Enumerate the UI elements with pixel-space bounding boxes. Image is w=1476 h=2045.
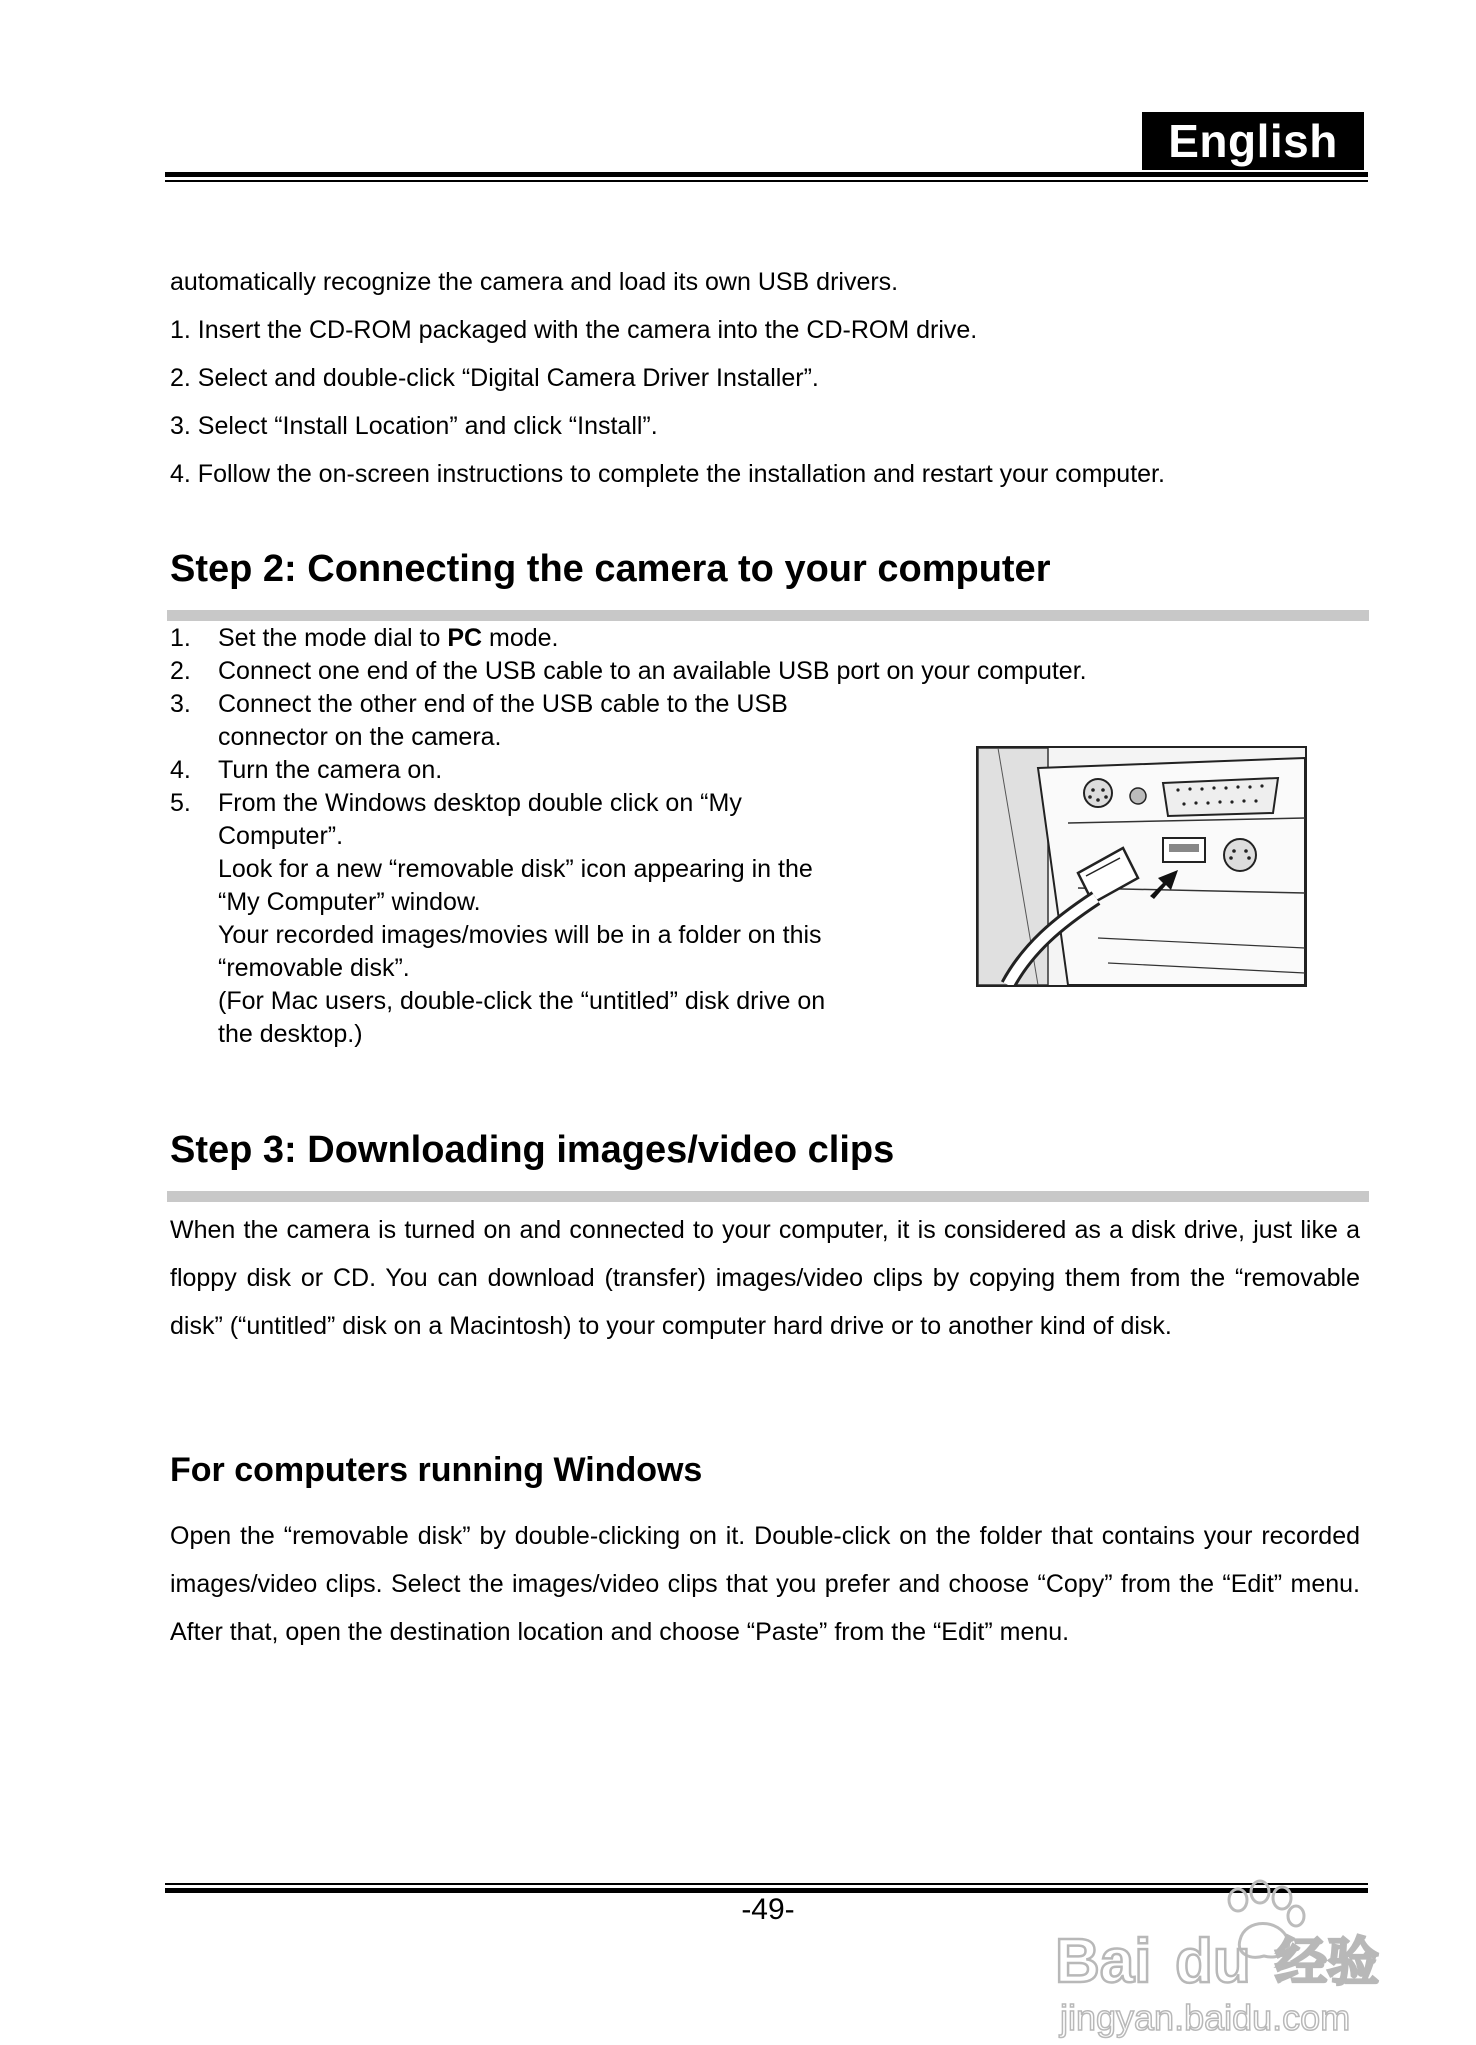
item-number: 1. [170, 624, 191, 652]
header-rule [165, 172, 1368, 177]
paw-logo-icon [1040, 1870, 1430, 2040]
install-step: 4. Follow the on-screen instructions to complete the installation and restart your computer. [170, 460, 1165, 488]
language-tab: English [1142, 112, 1364, 170]
list-item [170, 688, 1170, 754]
step3-paragraph: When the camera is turned on and connected to your computer, it is considered as a disk drive, just like a floppy disk or CD. You can download (transfer) images/video clips by copying them from the “removable disk” (“untitled” disk on a Macintosh) to your computer hard drive or to another kind of disk. [170, 1216, 1360, 1340]
item-text: Turn the camera on. [218, 756, 443, 784]
intro-line: automatically recognize the camera and load its own USB drivers. [170, 268, 899, 296]
install-step: 1. Insert the CD-ROM packaged with the camera into the CD-ROM drive. [170, 316, 978, 344]
item-number: 5. [170, 789, 191, 817]
item-number: 2. [170, 657, 191, 685]
item-number: 4. [170, 756, 191, 784]
header-rule-thin [165, 180, 1368, 182]
watermark-cn: 经验 [1275, 1933, 1380, 1993]
item-text: From the Windows desktop double click on “My Computer”. Look for a new “removable disk” icon appearing in the “My Computer” window. Your recorded images/movies will be in a folder on this “removable disk”. (For Mac users, double-click the “untitled” disk drive on the desktop.) [218, 789, 826, 1048]
step3-heading: Step 3: Downloading images/video clips [170, 1129, 895, 1171]
pc-mode-label: PC [447, 624, 483, 652]
step2-heading-bar [167, 610, 1369, 621]
usb-port-drawing [978, 748, 1305, 985]
usb-connection-illustration [976, 746, 1307, 987]
item-text: Set the mode dial to PC mode. [218, 624, 559, 652]
watermark-brand: Bai [1055, 1927, 1152, 1996]
windows-subheading: For computers running Windows [170, 1451, 703, 1489]
windows-paragraph: Open the “removable disk” by double-clicking on it. Double-click on the folder that contains your recorded images/video clips. Select the images/video clips that you prefer and choose “Copy” from the “Edit” menu. After that, open the destination location and choose “Paste” from the “Edit” menu. [170, 1522, 1360, 1646]
install-step: 2. Select and double-click “Digital Camera Driver Installer”. [170, 364, 819, 392]
step2-heading: Step 2: Connecting the camera to your computer [170, 548, 1051, 590]
install-step: 3. Select “Install Location” and click “Install”. [170, 412, 658, 440]
item-number: 3. [170, 690, 191, 718]
item-text: Connect the other end of the USB cable to the USB connector on the camera. [218, 690, 788, 751]
watermark-brand2: du [1175, 1927, 1251, 1996]
baidu-watermark [1040, 1870, 1430, 2040]
list-item [170, 622, 1170, 655]
page-number: -49- [741, 1893, 795, 1926]
install-steps [170, 306, 1370, 498]
watermark-url: jingyan.baidu.com [1060, 1997, 1351, 2038]
list-item [170, 655, 1170, 688]
step3-heading-bar [167, 1191, 1369, 1202]
item-text: Connect one end of the USB cable to an available USB port on your computer. [218, 657, 1087, 685]
